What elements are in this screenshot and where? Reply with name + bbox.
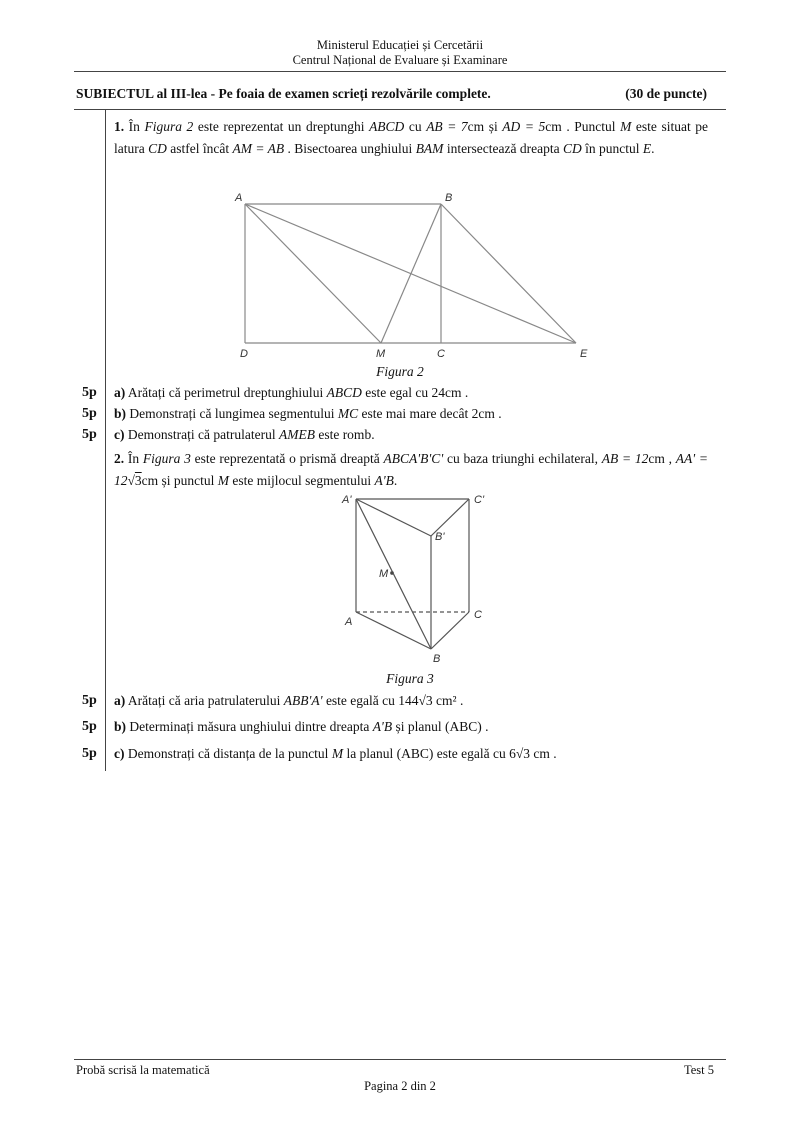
score-2b: 5p <box>82 719 97 734</box>
svg-text:D: D <box>240 348 248 360</box>
problem-2-statement: 2. În Figura 3 este reprezentată o prismă dreaptă ABCA'B'C' cu baza triunghi echilateral, AB = 12cm , AA' = 12√3cm și punctul M este mijlocul segmentului A'B. <box>114 451 708 488</box>
question-1a: a) Arătați că perimetrul dreptunghiului ABCD este egal cu 24cm . <box>114 385 469 400</box>
ministry-name: Ministerul Educației și Cercetării <box>316 38 484 52</box>
question-1b: b) Demonstrați că lungimea segmentului MC este mai mare decât 2cm . <box>114 406 502 421</box>
footer-exam-name: Probă scrisă la matematică <box>76 1063 210 1077</box>
question-2a: a) Arătați că aria patrulaterului ABB'A' este egală cu 144√3 cm² . <box>114 693 464 708</box>
problem-1-statement: 1. În Figura 2 este reprezentat un dreptunghi ABCD cu AB = 7cm și AD = 5cm . Punctul M este situat pe latura CD astfel încât AM = AB . Bisectoarea unghiului BAM intersectează dreapta CD în punctul E. <box>114 119 709 156</box>
subject-points: (30 de puncte) <box>625 86 707 101</box>
svg-text:A: A <box>345 616 353 628</box>
score-1c: 5p <box>82 427 97 442</box>
footer-divider <box>74 1059 726 1060</box>
svg-text:B': B' <box>435 531 445 543</box>
question-1c: c) Demonstrați că patrulaterul AMEB este romb. <box>114 427 375 442</box>
page-number: Pagina 2 din 2 <box>364 1079 436 1093</box>
svg-text:B: B <box>445 192 453 204</box>
svg-text:C': C' <box>474 494 485 506</box>
question-2c: c) Demonstrați că distanța de la punctul M la planul (ABC) este egală cu 6√3 cm . <box>114 746 557 761</box>
problem-number: 1. <box>114 119 125 134</box>
svg-text:A: A <box>235 192 243 204</box>
svg-text:E: E <box>580 348 588 360</box>
svg-text:A': A' <box>342 494 352 506</box>
figure-2-rectangle-diagram <box>0 0 800 400</box>
problem-number: 2. <box>114 451 125 466</box>
question-2b: b) Determinați măsura unghiului dintre dreapta A'B și planul (ABC) . <box>114 719 489 734</box>
svg-text:B: B <box>433 653 441 665</box>
center-name: Centrul Național de Evaluare și Examinare <box>292 53 508 67</box>
figure-2-caption: Figura 2 <box>376 364 424 379</box>
svg-text:C: C <box>437 348 445 360</box>
svg-text:C: C <box>474 609 482 621</box>
score-2c: 5p <box>82 746 97 761</box>
svg-text:M: M <box>376 348 386 360</box>
footer-test-number: Test 5 <box>683 1063 714 1077</box>
score-1a: 5p <box>82 385 97 400</box>
score-2a: 5p <box>82 693 97 708</box>
subject-title: SUBIECTUL al III-lea - Pe foaia de examen scrieți rezolvările complete. <box>76 86 491 101</box>
svg-text:M: M <box>379 568 389 580</box>
score-1b: 5p <box>82 406 97 421</box>
figure-3-prism-diagram <box>0 480 800 680</box>
figure-3-caption: Figura 3 <box>386 671 434 686</box>
